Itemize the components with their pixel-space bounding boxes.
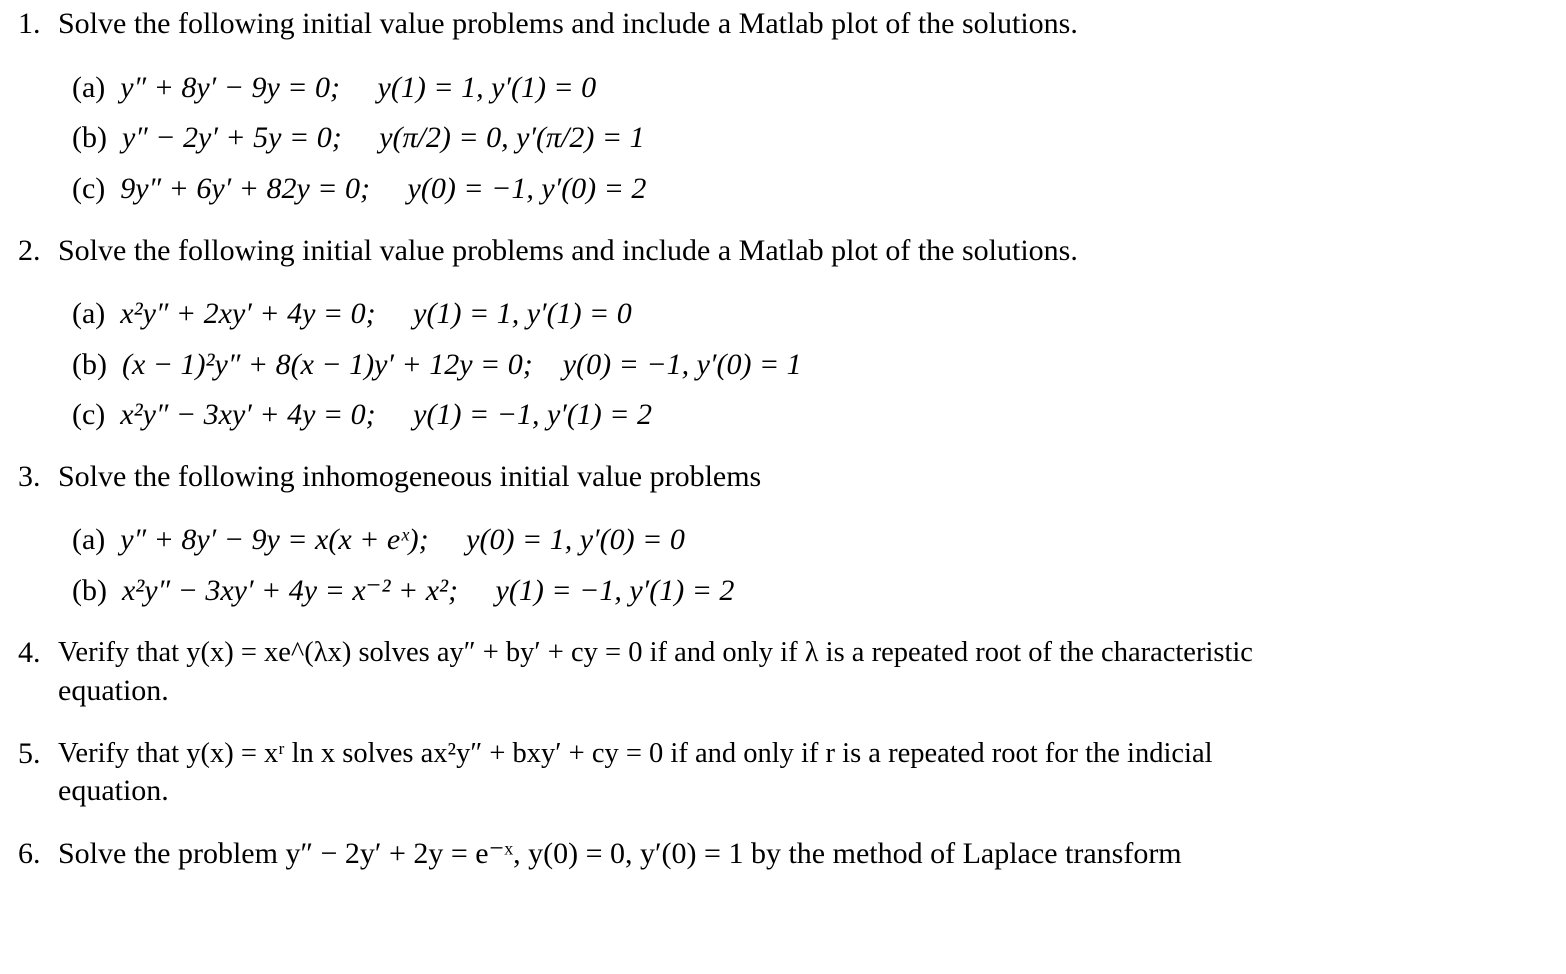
problem-text: Solve the problem y″ − 2y′ + 2y = e⁻ˣ, y(0) = 0, y′(0) = 1 by the method of Laplace transform [58, 837, 1182, 870]
equation: y″ − 2y′ + 5y = 0; [121, 121, 342, 154]
problem-text: Solve the following initial value problems and include a Matlab plot of the solutions. [58, 7, 1078, 40]
problem-number: 3. [18, 460, 41, 493]
part-label: (a) [72, 523, 106, 556]
part-label: (a) [72, 297, 106, 330]
sub-problem [72, 397, 652, 433]
sub-problem [72, 120, 645, 156]
part-label: (b) [72, 574, 107, 607]
part-label: (c) [72, 398, 106, 431]
sub-problem [72, 171, 646, 207]
initial-conditions: y(0) = −1, y′(0) = 2 [407, 172, 647, 205]
initial-conditions: y(0) = 1, y′(0) = 0 [466, 523, 685, 556]
problem-text-continued: equation. [58, 674, 169, 707]
equation: y″ + 8y′ − 9y = x(x + eˣ); [120, 523, 429, 556]
problem-text: Solve the following inhomogeneous initial value problems [58, 460, 762, 493]
part-label: (c) [72, 172, 106, 205]
sub-problem [72, 70, 596, 106]
initial-conditions: y(0) = −1, y′(0) = 1 [562, 348, 802, 381]
problem-text: Verify that y(x) = xʳ ln x solves ax²y″ + bxy′ + cy = 0 if and only if r is a repeated root for the indicial [58, 738, 1213, 769]
problem-number: 6. [18, 837, 41, 870]
initial-conditions: y(1) = 1, y′(1) = 0 [377, 71, 597, 104]
equation: x²y″ − 3xy′ + 4y = x⁻² + x²; [121, 574, 459, 607]
equation: y″ + 8y′ − 9y = 0; [120, 71, 341, 104]
problem-text: Verify that y(x) = xe^(λx) solves ay″ + by′ + cy = 0 if and only if λ is a repeated root of the characteristic [58, 637, 1253, 668]
initial-conditions: y(π/2) = 0, y′(π/2) = 1 [379, 121, 645, 154]
equation: (x − 1)²y″ + 8(x − 1)y′ + 12y = 0; [121, 348, 533, 381]
sub-problem [72, 573, 734, 609]
equation: 9y″ + 6y′ + 82y = 0; [120, 172, 371, 205]
part-label: (b) [72, 121, 107, 154]
problem-number: 2. [18, 234, 41, 267]
problem-number: 4. [18, 636, 41, 669]
part-label: (a) [72, 71, 106, 104]
problem-number: 1. [18, 7, 41, 40]
initial-conditions: y(1) = −1, y′(1) = 2 [495, 574, 735, 607]
initial-conditions: y(1) = 1, y′(1) = 0 [413, 297, 632, 330]
sub-problem [72, 296, 632, 332]
problem-text-continued: equation. [58, 774, 169, 807]
equation: x²y″ + 2xy′ + 4y = 0; [120, 297, 376, 330]
initial-conditions: y(1) = −1, y′(1) = 2 [413, 398, 653, 431]
problem-text: Solve the following initial value problems and include a Matlab plot of the solutions. [58, 234, 1078, 267]
sub-problem [72, 522, 685, 558]
problem-number: 5. [18, 737, 41, 770]
part-label: (b) [72, 348, 107, 381]
equation: x²y″ − 3xy′ + 4y = 0; [120, 398, 376, 431]
sub-problem [72, 347, 802, 383]
